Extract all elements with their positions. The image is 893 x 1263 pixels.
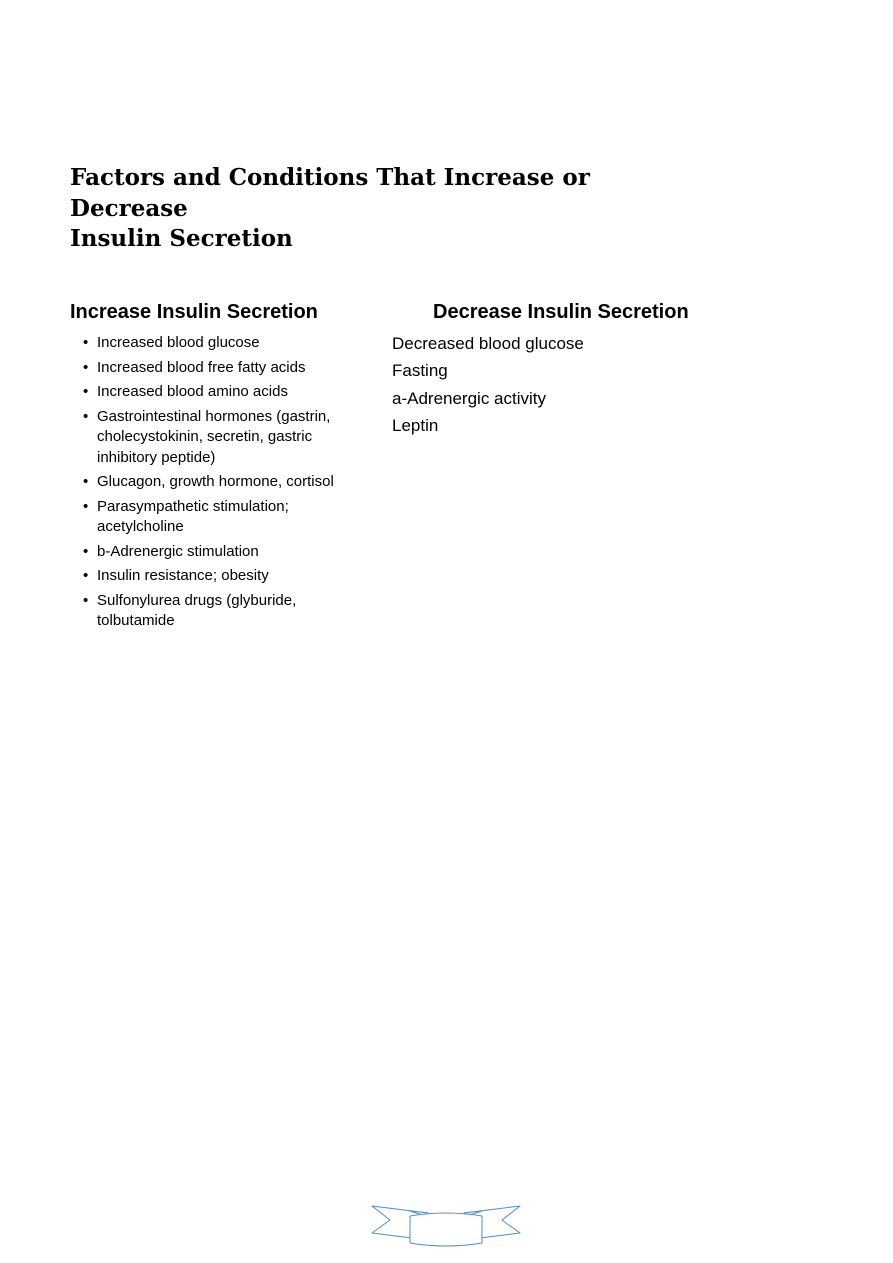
- list-item: [70, 358, 370, 379]
- decrease-heading: Decrease Insulin Secretion: [433, 301, 689, 323]
- bullet-icon: •: [83, 567, 89, 584]
- list-item-text: Sulfonylurea drugs (glyburide, tolbutamide: [97, 591, 297, 629]
- increase-list: [70, 333, 370, 636]
- list-item: [70, 382, 370, 403]
- title-line-1: Factors and Conditions That Increase or: [70, 164, 590, 191]
- increase-heading: Increase Insulin Secretion: [70, 301, 318, 323]
- bullet-icon: •: [83, 383, 89, 400]
- list-item: [70, 591, 370, 632]
- list-item: [70, 333, 370, 354]
- bullet-icon: •: [83, 358, 89, 376]
- list-item-text: b-Adrenergic stimulation: [97, 542, 259, 560]
- list-item: [70, 407, 370, 469]
- list-item: Fasting: [392, 361, 448, 381]
- title-line-3: Insulin Secretion: [70, 225, 293, 252]
- list-item-text: Parasympathetic stimulation; acetylcholine: [97, 497, 289, 535]
- list-item-text: Gastrointestinal hormones (gastrin, cholecystokinin, secretin, gastric inhibitory peptide): [97, 407, 331, 466]
- ribbon-banner-icon: [368, 1203, 524, 1249]
- list-item: [70, 497, 370, 538]
- bullet-icon: •: [83, 591, 89, 609]
- list-item-text: Increased blood free fatty acids: [97, 358, 306, 376]
- page-title: [70, 163, 630, 255]
- list-item: a-Adrenergic activity: [392, 388, 547, 408]
- list-item-text: Insulin resistance; obesity: [97, 567, 269, 584]
- list-item: Leptin: [392, 415, 439, 435]
- bullet-icon: •: [83, 542, 89, 560]
- bullet-icon: •: [83, 407, 89, 425]
- bullet-icon: •: [83, 473, 89, 490]
- title-line-2: Decrease: [70, 194, 188, 222]
- list-item: [70, 472, 370, 493]
- decrease-list: [392, 333, 722, 442]
- list-item-text: Increased blood amino acids: [97, 383, 288, 400]
- list-item: [70, 566, 370, 587]
- list-item-text: Glucagon, growth hormone, cortisol: [97, 473, 334, 490]
- bullet-icon: •: [83, 334, 89, 351]
- bullet-icon: •: [83, 497, 89, 515]
- list-item: Decreased blood glucose: [392, 334, 584, 353]
- list-item-text: Increased blood glucose: [97, 334, 260, 351]
- list-item: [70, 542, 370, 563]
